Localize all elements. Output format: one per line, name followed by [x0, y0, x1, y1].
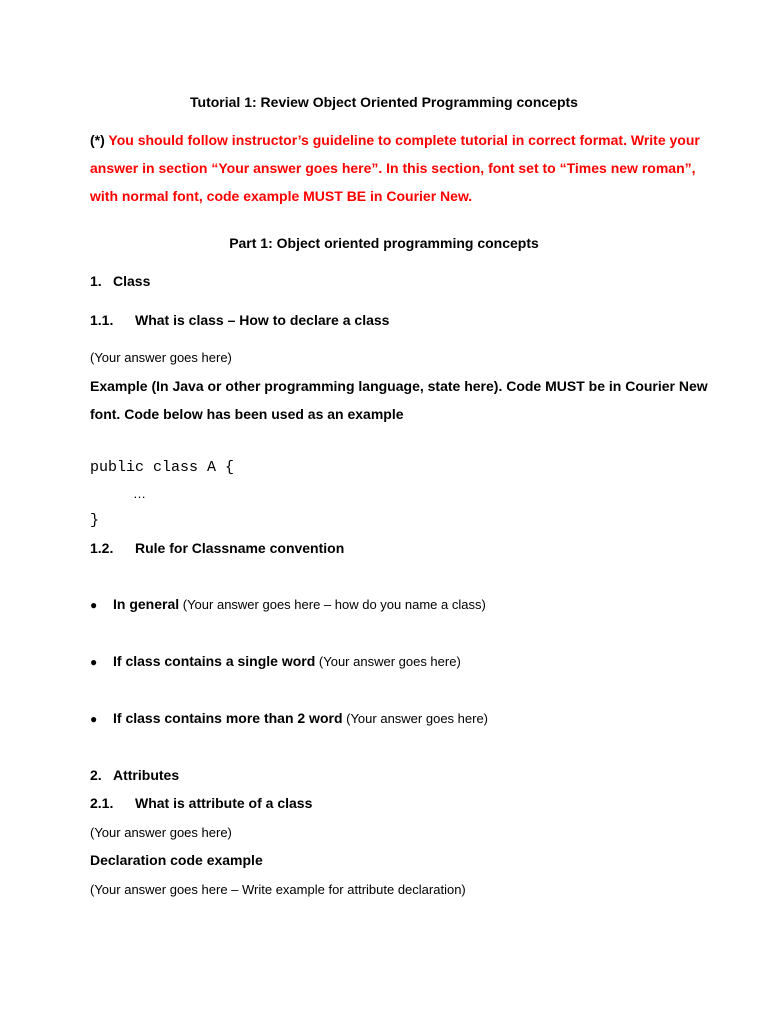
example-line-1: Example (In Java or other programming language, state here). Code MUST be in Courier New — [90, 378, 708, 394]
list-item — [113, 653, 461, 671]
section1-2-number: 1.2. — [90, 540, 114, 556]
code-line-2: … — [133, 486, 146, 501]
bullet-icon: ● — [90, 712, 98, 726]
declaration-answer: (Your answer goes here – Write example for attribute declaration) — [90, 882, 466, 897]
declaration-title: Declaration code example — [90, 852, 263, 868]
code-line-3: } — [90, 512, 100, 529]
section2-number: 2. — [90, 767, 102, 783]
bullet-label: If class contains a single word — [113, 653, 316, 669]
instruction-marker: (*) — [90, 132, 105, 148]
section2-heading — [90, 767, 179, 783]
instruction-line-2: answer in section “Your answer goes here”. In this section, font set to “Times new roman”, — [90, 160, 696, 176]
section1-1-heading — [90, 312, 389, 328]
list-item — [113, 596, 486, 614]
section2-title: Attributes — [113, 767, 180, 783]
section2-1-answer: (Your answer goes here) — [90, 825, 232, 840]
example-line-2: font. Code below has been used as an example — [90, 406, 404, 422]
bullet-answer: (Your answer goes here) — [342, 711, 489, 726]
section1-heading — [90, 273, 150, 289]
bullet-answer: (Your answer goes here) — [315, 654, 461, 669]
section1-2-heading — [90, 540, 344, 556]
code-line-1: public class A { — [90, 459, 235, 476]
section1-1-answer: (Your answer goes here) — [90, 350, 232, 365]
section2-1-heading — [90, 795, 312, 811]
section1-2-title: Rule for Classname convention — [135, 540, 345, 556]
bullet-answer: (Your answer goes here – how do you name a class) — [179, 597, 486, 612]
instruction-line-1 — [90, 132, 700, 150]
section1-title: Class — [113, 273, 151, 289]
section1-1-number: 1.1. — [90, 312, 114, 328]
section2-1-number: 2.1. — [90, 795, 114, 811]
part1-title: Part 1: Object oriented programming concepts — [229, 235, 539, 251]
bullet-label: In general — [113, 596, 180, 612]
list-item — [113, 710, 488, 728]
page-title: Tutorial 1: Review Object Oriented Programming concepts — [190, 94, 578, 110]
section2-1-title: What is attribute of a class — [135, 795, 313, 811]
section1-number: 1. — [90, 273, 102, 289]
instruction-text-1: You should follow instructor’s guideline to complete tutorial in correct format. Write your — [104, 132, 700, 148]
instruction-line-3: with normal font, code example MUST BE in Courier New. — [90, 188, 473, 204]
bullet-label: If class contains more than 2 word — [113, 710, 343, 726]
bullet-icon: ● — [90, 598, 98, 612]
section1-1-title: What is class – How to declare a class — [135, 312, 390, 328]
bullet-icon: ● — [90, 655, 98, 669]
